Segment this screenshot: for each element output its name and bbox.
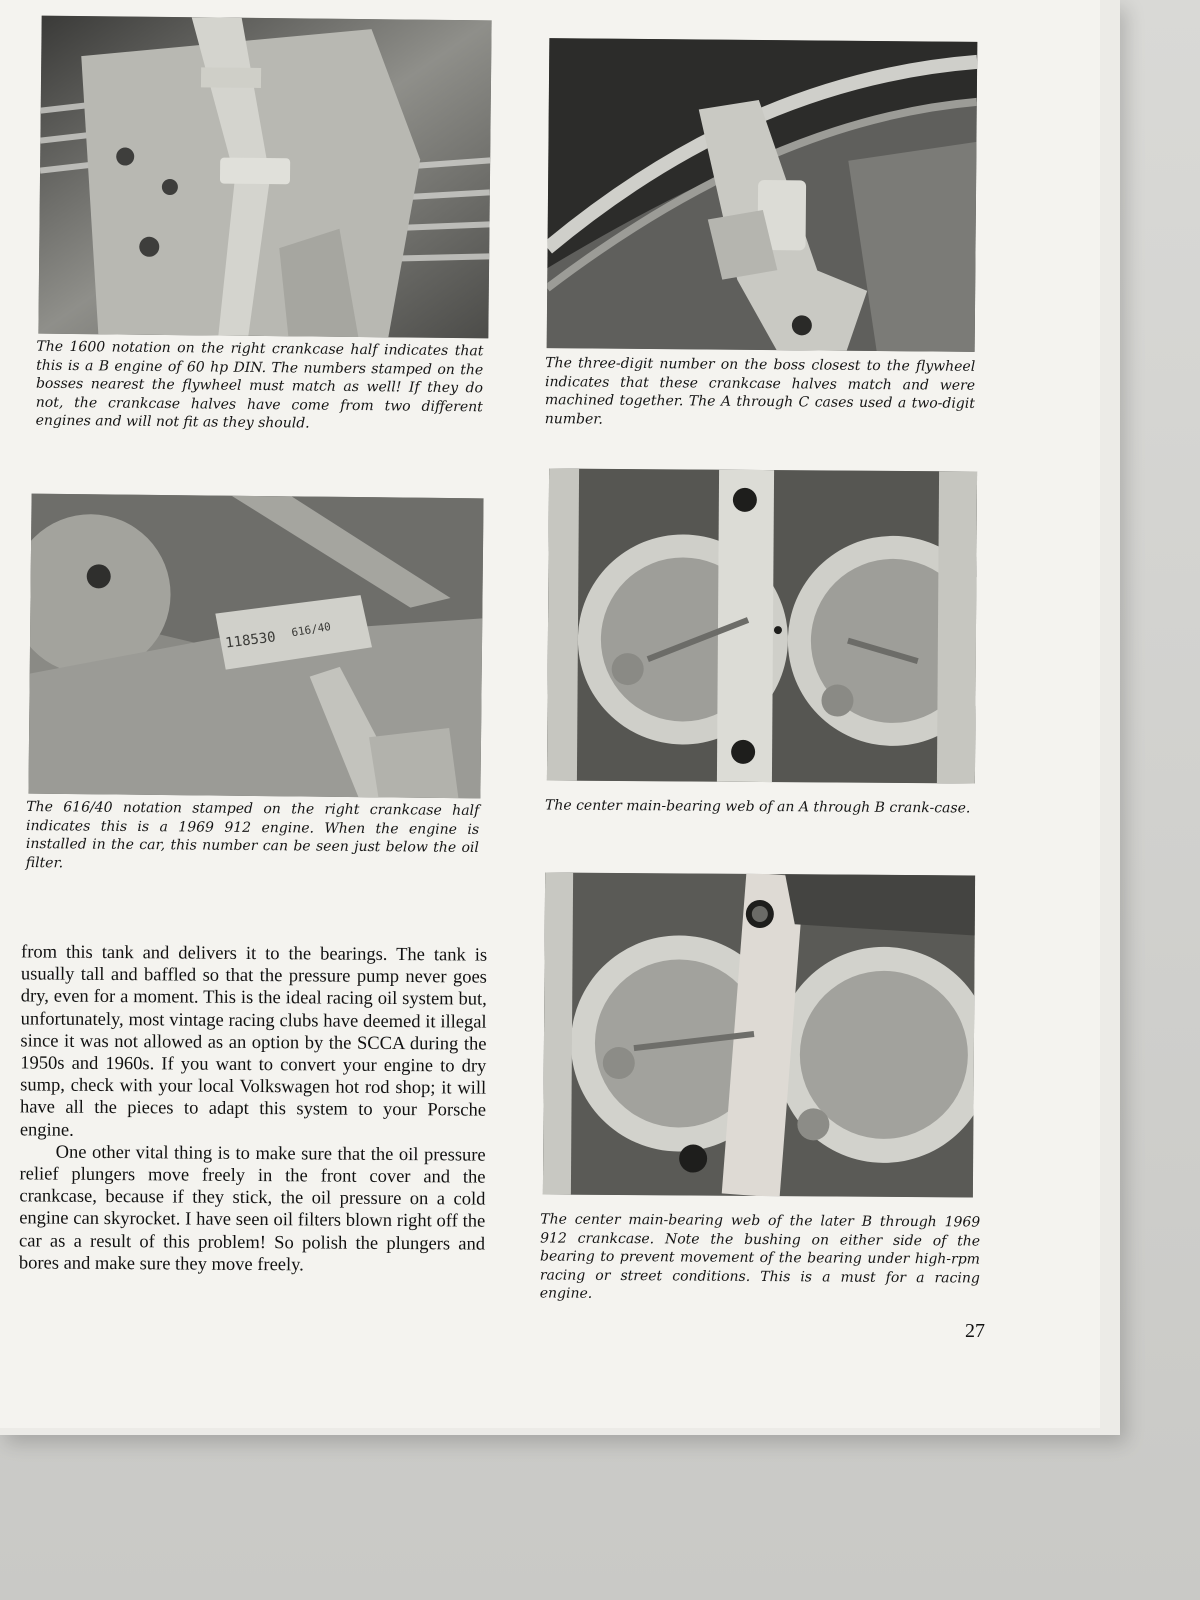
center-web-later-b-photo [543, 873, 975, 1198]
616-40-notation-photo [28, 494, 483, 799]
three-digit-boss-number-photo [547, 38, 978, 352]
caption-middle-left: The 616/40 notation stamped on the right crankcase half indicates this is a 1969 912 engine. When the engine is installed in the car, this number can be seen just below the oil filter. [25, 799, 480, 871]
caption-middle-right: The center main-bearing web of an A through B crank-case. [544, 797, 971, 817]
crankcase-1600-notation-photo [38, 16, 491, 339]
body-paragraph-1: from this tank and delivers it to the bearings. The tank is usually tall and baffled so that the pressure pump never goes dry, even for a moment. This is the ideal racing oil system but, unfortunately, most vintage racing clubs have deemed it illegal since it was not allowed as an option by the SCCA during the 1950s and 1960s. If you want to convert your engine to dry sump, check with your local Volkswagen hot rod shop; it will have all the pieces to adapt this system to your Porsche engine. [19, 942, 488, 1141]
page-number: 27 [965, 1320, 985, 1342]
caption-top-right: The three-digit number on the boss closest to the flywheel indicates that these crankcase halves match and were machined together. The A through C cases used a two-digit number. [544, 355, 976, 428]
center-web-a-through-b-photo [547, 469, 977, 784]
caption-top-left: The 1600 notation on the right crankcase half indicates that this is a B engine of 60 hp DIN. The numbers stamped on the bosses nearest the flywheel must match as well! If they do not, the crankcase halves have come from two different engines and will not fit as they should. [35, 338, 484, 432]
body-paragraph-2: One other vital thing is to make sure that the oil pressure relief plungers move freely in the front cover and the crankcase, because if they stick, the oil pressure on a cold engine can skyrocket. I have seen oil filters blown right off the car as a result of this problem! So polish the plungers and bores and make sure they move freely. [18, 1142, 486, 1276]
body-text [19, 941, 487, 1277]
stamp-118530: 118530 [224, 629, 277, 652]
caption-bottom-right: The center main-bearing web of the later B through 1969 912 crankcase. Note the bushing on either side of the bearing to prevent movement of the bearing under high-rpm racing or street conditions. This is a must for a racing engine. [539, 1211, 981, 1302]
stamp-616-40: 616/40 [290, 620, 332, 640]
